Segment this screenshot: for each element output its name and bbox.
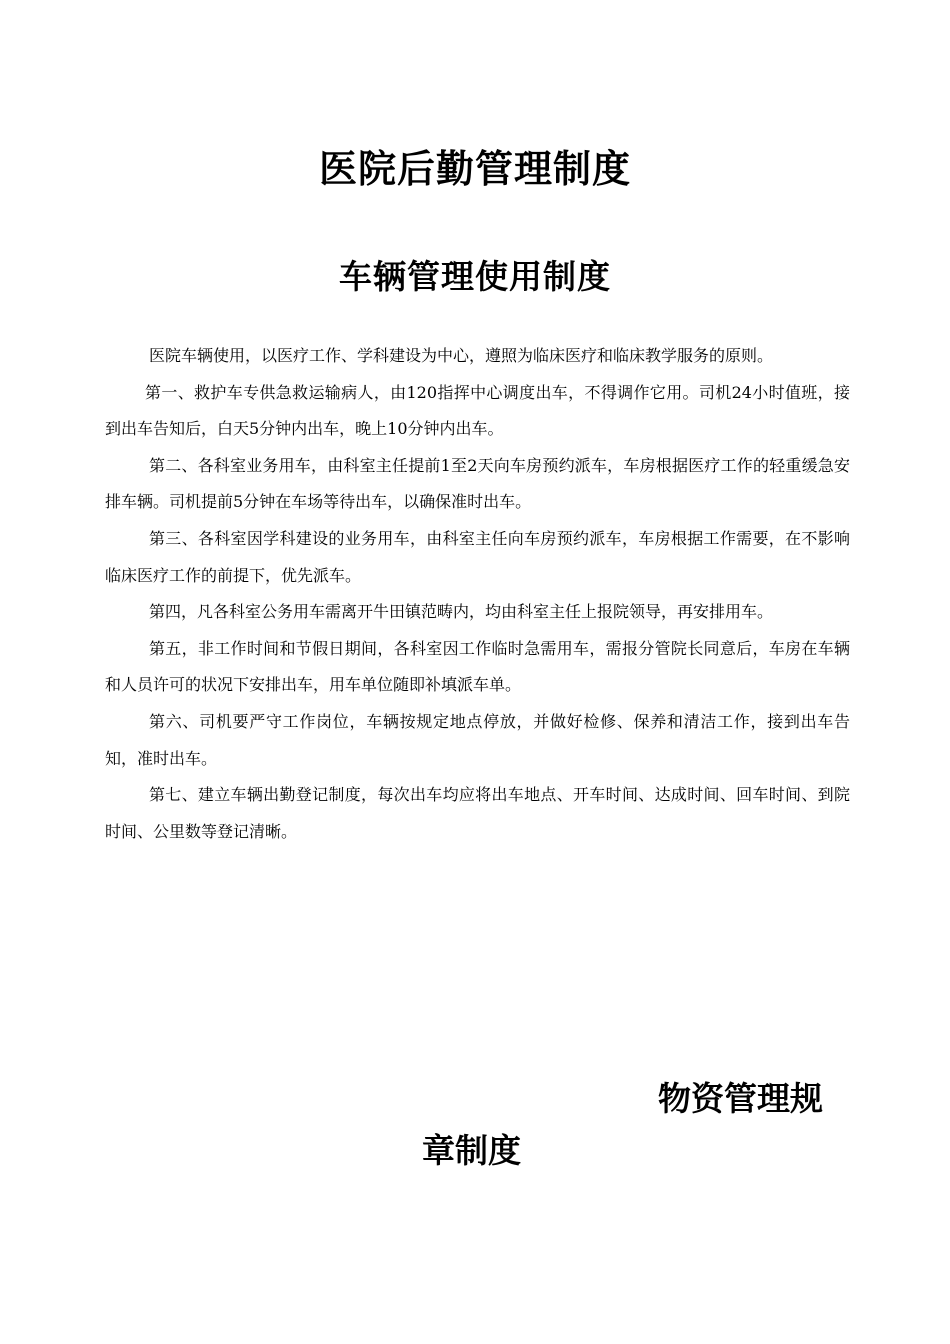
- paragraph-article-4: 第四，凡各科室公务用车需离开牛田镇范畴内，均由科室主任上报院领导，再安排用车。: [149, 602, 774, 622]
- paragraph-article-7: 第七、建立车辆出勤登记制度，每次出车均应将出车地点、开车时间、达成时间、回车时间、到院时间、公里数等登记清晰。: [105, 785, 850, 841]
- section-title-vehicle: 车辆管理使用制度: [339, 257, 611, 296]
- document-title: 医院后勤管理制度: [318, 147, 631, 191]
- paragraph-intro: 医院车辆使用，以医疗工作、学科建设为中心，遵照为临床医疗和临床教学服务的原则。: [149, 346, 774, 365]
- paragraph-article-1: 第一、救护车专供急救运输病人，由120指挥中心调度出车，不得调作它用。司机24小时值班，接到出车告知后，白天5分钟内出车，晚上10分钟内出车。: [105, 382, 850, 439]
- paragraph-article-5: 第五，非工作时间和节假日期间，各科室因工作临时急需用车，需报分管院长同意后，车房在车辆和人员许可的状况下安排出车，用车单位随即补填派车单。: [105, 638, 850, 695]
- paragraph-article-6: 第六、司机要严守工作岗位，车辆按规定地点停放，并做好检修、保养和清洁工作，接到出车告知，准时出车。: [105, 711, 850, 768]
- paragraph-article-2: 第二、各科室业务用车，由科室主任提前1至2天向车房预约派车，车房根据医疗工作的轻重缓急安排车辆。司机提前5分钟在车场等待出车，以确保准时出车。: [105, 455, 850, 512]
- next-section-title-line-1: 物资管理规: [658, 1079, 823, 1118]
- section-body: [105, 338, 850, 850]
- paragraph-article-3: 第三、各科室因学科建设的业务用车，由科室主任向车房预约派车，车房根据工作需要，在不影响临床医疗工作的前提下，优先派车。: [105, 528, 850, 585]
- next-section-title-line-2: 章制度: [422, 1131, 521, 1170]
